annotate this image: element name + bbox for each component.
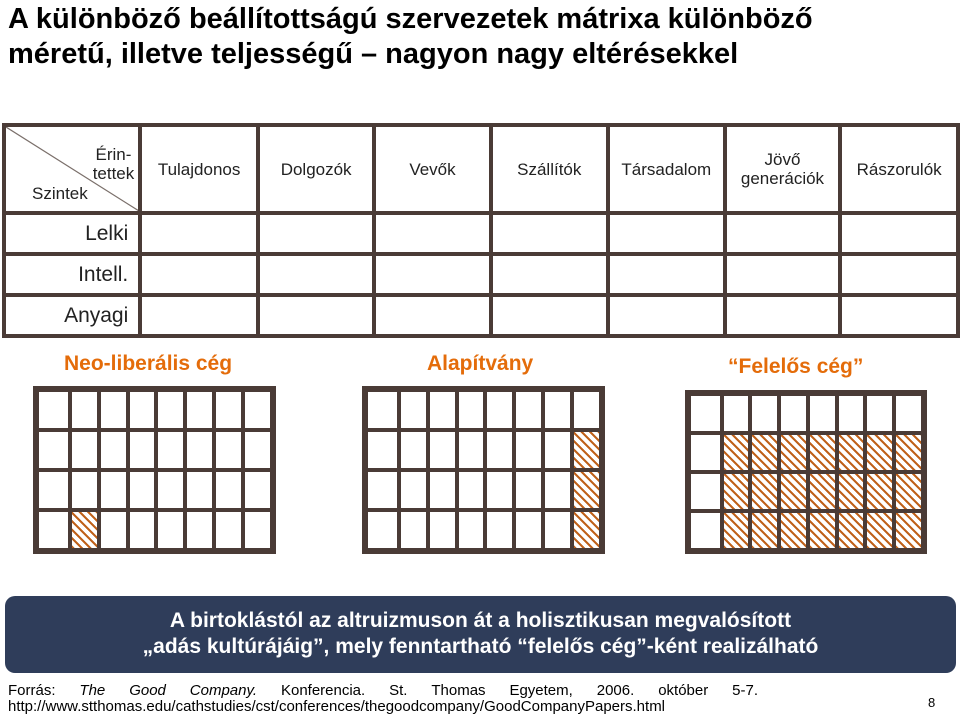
matrix-cell: [258, 295, 374, 336]
hatched-cell: [750, 511, 779, 550]
matrix-cell: [725, 213, 841, 254]
label-alapitvany: Alapítvány: [427, 352, 534, 375]
matrix-cell: [491, 213, 608, 254]
hatched-cell: [865, 511, 894, 550]
source-citation: [8, 683, 758, 715]
corner-stakeholders-label: Érin- tettek: [92, 145, 135, 183]
grid-cell: [214, 470, 243, 510]
slide-title-line2: méretű, illetve teljességű – nagyon nagy eltérésekkel: [8, 38, 739, 70]
grid-cell: [99, 430, 128, 470]
grid-cell: [808, 394, 837, 433]
grid-cell: [37, 470, 70, 510]
matrix-cell: [608, 213, 725, 254]
grid-cell: [485, 470, 514, 510]
grid-cell: [156, 470, 185, 510]
grid-cell: [722, 394, 751, 433]
grid-cell: [457, 430, 486, 470]
grid-cell: [514, 470, 543, 510]
grid-cell: [185, 430, 214, 470]
grid-alapitvany: [362, 386, 605, 554]
col-header-raszorulok: Rászorulók: [840, 125, 958, 213]
grid-cell: [779, 394, 808, 433]
grid-cell: [428, 390, 457, 430]
hatched-cell: [808, 472, 837, 511]
source-word: Egyetem,: [509, 682, 573, 699]
grid-cell: [243, 470, 272, 510]
grid-cell: [366, 390, 399, 430]
grid-cell: [70, 390, 99, 430]
matrix-cell: [608, 254, 725, 295]
grid-cell: [243, 510, 272, 550]
slide-title: [8, 2, 953, 72]
hatched-cell: [837, 433, 866, 472]
grid-cell: [485, 430, 514, 470]
row-header-anyagi: Anyagi: [4, 295, 140, 336]
grid-cell: [214, 390, 243, 430]
hatched-cell: [572, 510, 601, 550]
row-header-intell: Intell.: [4, 254, 140, 295]
hatched-cell: [808, 511, 837, 550]
grid-cell: [37, 510, 70, 550]
grid-cell: [514, 430, 543, 470]
matrix-cell: [491, 295, 608, 336]
row-header-lelki: Lelki: [4, 213, 140, 254]
source-word: The: [79, 682, 106, 699]
grid-cell: [70, 470, 99, 510]
matrix-cell: [374, 295, 490, 336]
grid-cell: [428, 470, 457, 510]
hatched-cell: [722, 433, 751, 472]
grid-cell: [366, 470, 399, 510]
grid-cell: [70, 430, 99, 470]
matrix-cell: [374, 213, 490, 254]
grid-cell: [99, 390, 128, 430]
grid-cell: [243, 390, 272, 430]
grid-cell: [457, 510, 486, 550]
grid-cell: [428, 510, 457, 550]
grid-cell: [128, 390, 157, 430]
grid-cell: [689, 394, 722, 433]
grid-cell: [689, 472, 722, 511]
grid-cell: [243, 430, 272, 470]
hatched-cell: [865, 472, 894, 511]
grid-felelos-ceg: [685, 390, 927, 554]
col-header-tulajdonos: Tulajdonos: [140, 125, 258, 213]
grid-cell: [572, 390, 601, 430]
grid-cell: [185, 510, 214, 550]
hatched-cell: [837, 511, 866, 550]
source-url: http://www.stthomas.edu/cathstudies/cst/conferences/thegoodcompany/GoodCompanyPapers.html: [8, 698, 666, 715]
source-word: október: [658, 682, 709, 699]
matrix-corner-cell: [4, 125, 140, 213]
grid-cell: [156, 390, 185, 430]
grid-cell: [428, 430, 457, 470]
grid-cell: [399, 470, 428, 510]
label-felelos-ceg: “Felelős cég”: [728, 355, 864, 378]
grid-cell: [156, 510, 185, 550]
hatched-cell: [779, 433, 808, 472]
grid-neo-liberalis: [33, 386, 276, 554]
matrix-cell: [725, 254, 841, 295]
grid-cell: [457, 470, 486, 510]
grid-cell: [399, 390, 428, 430]
grid-cell: [128, 470, 157, 510]
corner-levels-label: Szintek: [32, 184, 88, 203]
source-word: St.: [389, 682, 408, 699]
hatched-cell: [572, 470, 601, 510]
matrix-cell: [258, 213, 374, 254]
grid-cell: [514, 510, 543, 550]
source-word: 5-7.: [732, 682, 758, 699]
matrix-cell: [840, 254, 958, 295]
grid-cell: [865, 394, 894, 433]
hatched-cell: [70, 510, 99, 550]
matrix-cell: [140, 254, 258, 295]
col-header-szallitok: Szállítók: [491, 125, 608, 213]
grid-cell: [128, 430, 157, 470]
hatched-cell: [750, 472, 779, 511]
matrix-cell: [725, 295, 841, 336]
summary-box: [5, 596, 956, 673]
grid-cell: [514, 390, 543, 430]
grid-cell: [457, 390, 486, 430]
source-word: Thomas: [431, 682, 486, 699]
grid-cell: [214, 430, 243, 470]
source-word: Company.: [189, 682, 258, 699]
hatched-cell: [750, 433, 779, 472]
grid-cell: [99, 510, 128, 550]
matrix-cell: [258, 254, 374, 295]
grid-cell: [543, 470, 572, 510]
source-word: Konferencia.: [280, 682, 366, 699]
source-word: Good: [129, 682, 166, 699]
grid-cell: [185, 470, 214, 510]
stakeholder-matrix: [2, 123, 960, 338]
grid-cell: [485, 510, 514, 550]
label-neo-liberalis: Neo-liberális cég: [64, 352, 233, 375]
matrix-cell: [374, 254, 490, 295]
grid-cell: [366, 510, 399, 550]
grid-cell: [837, 394, 866, 433]
grid-cell: [128, 510, 157, 550]
grid-cell: [37, 390, 70, 430]
matrix-cell: [140, 295, 258, 336]
grid-cell: [214, 510, 243, 550]
col-header-jovo-generaciok: Jövő generációk: [725, 125, 841, 213]
matrix-cell: [840, 213, 958, 254]
hatched-cell: [808, 433, 837, 472]
grid-cell: [689, 511, 722, 550]
col-header-tarsadalom: Társadalom: [608, 125, 725, 213]
grid-cell: [399, 430, 428, 470]
hatched-cell: [894, 472, 923, 511]
col-header-dolgozok: Dolgozók: [258, 125, 374, 213]
matrix-cell: [608, 295, 725, 336]
matrix-cell: [491, 254, 608, 295]
grid-cell: [37, 430, 70, 470]
col-header-vevok: Vevők: [374, 125, 490, 213]
grid-cell: [156, 430, 185, 470]
source-word: Forrás:: [8, 682, 56, 699]
page-number: 8: [928, 695, 936, 710]
grid-cell: [399, 510, 428, 550]
grid-cell: [99, 470, 128, 510]
summary-line2: „adás kultúrájáig”, mely fenntartható “felelős cég”-ként realizálható: [142, 635, 819, 658]
hatched-cell: [779, 472, 808, 511]
grid-cell: [543, 510, 572, 550]
hatched-cell: [865, 433, 894, 472]
hatched-cell: [894, 511, 923, 550]
hatched-cell: [722, 511, 751, 550]
grid-cell: [543, 390, 572, 430]
summary-line1: A birtoklástól az altruizmuson át a holisztikusan megvalósított: [169, 609, 792, 632]
matrix-cell: [840, 295, 958, 336]
grid-cell: [366, 430, 399, 470]
hatched-cell: [837, 472, 866, 511]
grid-cell: [689, 433, 722, 472]
grid-cell: [750, 394, 779, 433]
hatched-cell: [722, 472, 751, 511]
slide-title-line1: A különböző beállítottságú szervezetek mátrixa különböző: [8, 3, 813, 35]
grid-cell: [185, 390, 214, 430]
source-word: 2006.: [596, 682, 635, 699]
grid-cell: [543, 430, 572, 470]
matrix-cell: [140, 213, 258, 254]
grid-cell: [894, 394, 923, 433]
hatched-cell: [894, 433, 923, 472]
grid-cell: [485, 390, 514, 430]
hatched-cell: [779, 511, 808, 550]
hatched-cell: [572, 430, 601, 470]
